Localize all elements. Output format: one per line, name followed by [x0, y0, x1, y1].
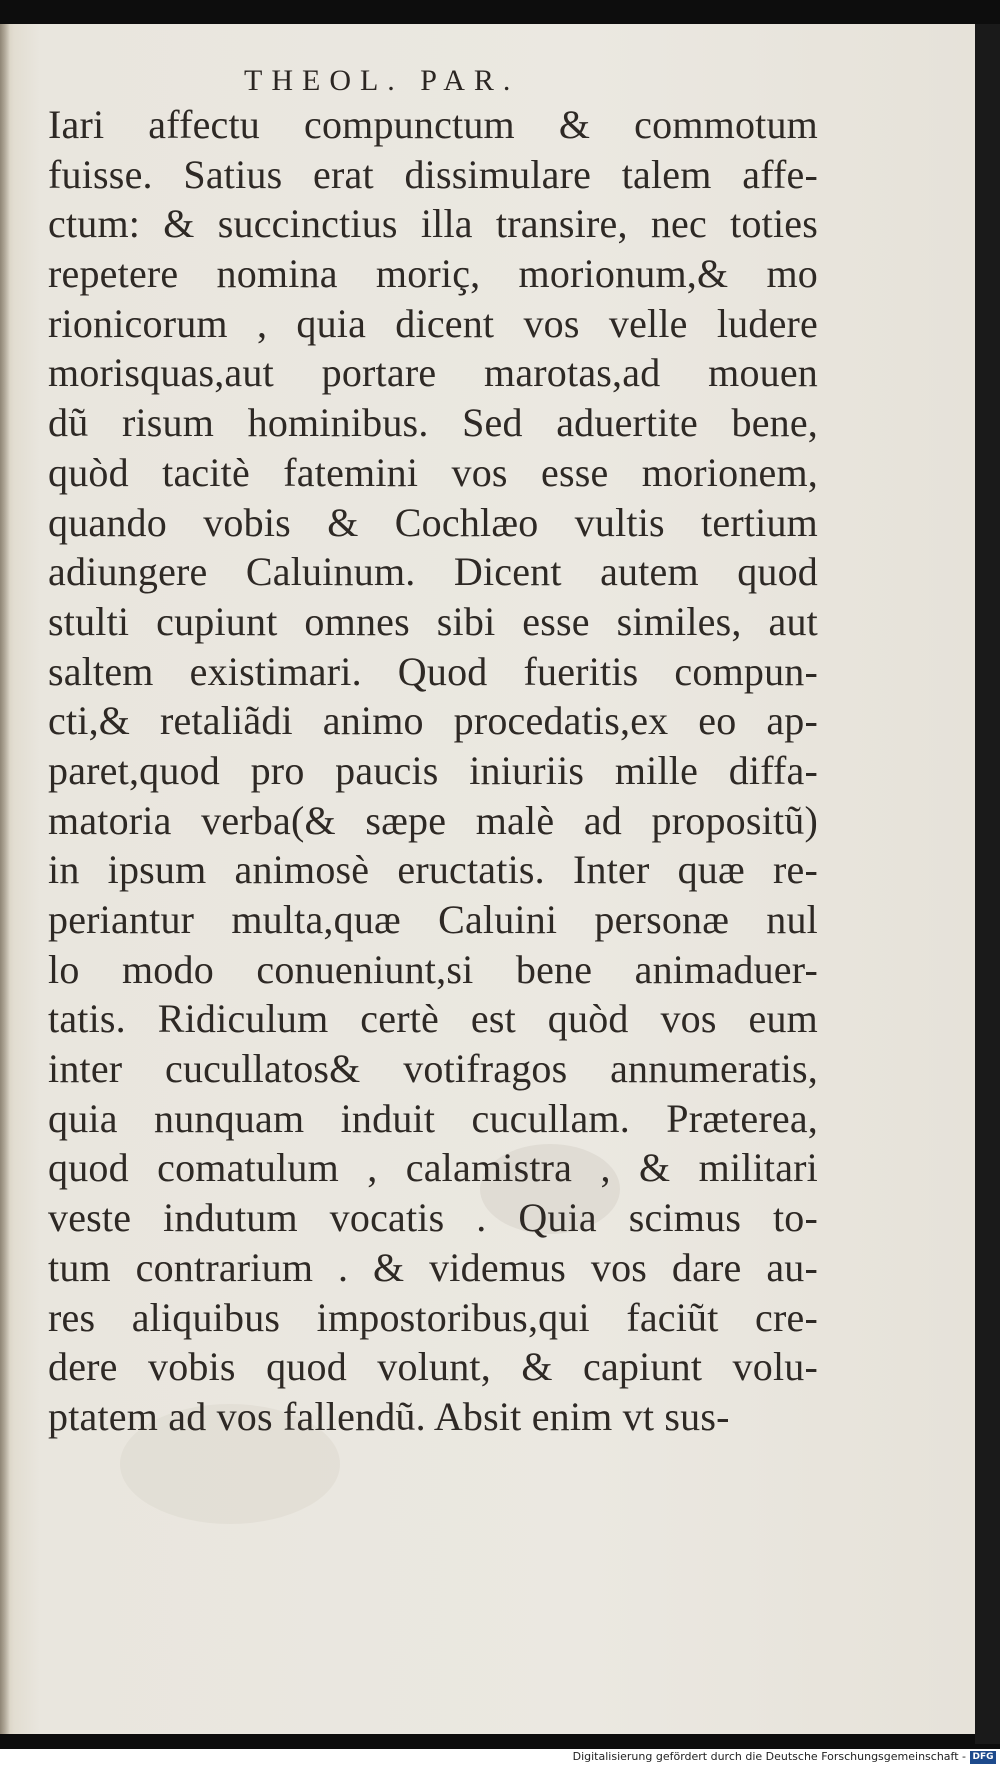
text-line: quòd tacitè fatemini vos esse morionem,	[48, 449, 818, 495]
digitization-footer	[0, 1749, 1000, 1767]
text-line: cti,& retaliãdi animo procedatis,ex eo ap-	[48, 698, 818, 744]
text-line: fuisse. Satius erat dissimulare talem affe-	[48, 151, 818, 197]
text-line: inter cucullatos& votifragos annumeratis,	[48, 1046, 818, 1092]
text-line: dere vobis quod volunt, & capiunt volu-	[48, 1344, 818, 1390]
text-line: periantur multa,quæ Caluini personæ nul	[48, 897, 818, 942]
text-line: morisquas,aut portare marotas,ad mouen	[48, 350, 818, 396]
text-line: quia nunquam induit cucullam. Præterea,	[48, 1095, 818, 1141]
text-line: saltem existimari. Quod fueritis compun-	[48, 648, 818, 694]
text-line: paret,quod pro paucis iniuriis mille diffa-	[48, 747, 818, 793]
text-line: quando vobis & Cochlæo vultis tertium	[48, 499, 818, 545]
text-line: matoria verba(& sæpe malè ad propositũ)	[48, 797, 818, 843]
dfg-logo: DFG	[970, 1751, 996, 1764]
text-line: Iari affectu compunctum & commotum	[48, 102, 818, 147]
text-line: lo modo conueniunt,si bene animaduer-	[48, 946, 818, 992]
text-line: ptatem ad vos fallendũ. Absit enim vt sus-	[48, 1393, 730, 1439]
text-line: res aliquibus impostoribus,qui faciũt cre-	[48, 1294, 818, 1340]
text-line: repetere nomina moriç, morionum,& mo	[48, 251, 818, 297]
text-line: veste indutum vocatis . Quia scimus to-	[48, 1195, 818, 1241]
text-line: stulti cupiunt omnes sibi esse similes, aut	[48, 598, 818, 644]
page-edge-shadow	[975, 24, 1000, 1744]
text-line: rionicorum , quia dicent vos velle ludere	[48, 300, 818, 346]
text-line: in ipsum animosè eructatis. Inter quæ re-	[48, 847, 818, 893]
text-line: dũ risum hominibus. Sed aduertite bene,	[48, 400, 818, 446]
text-line: ctum: & succinctius illa transire, nec toties	[48, 201, 818, 247]
text-line: tum contrarium . & videmus vos dare au-	[48, 1244, 818, 1290]
funding-credit: Digitalisierung gefördert durch die Deutsche Forschungsgemeinschaft -	[572, 1750, 966, 1763]
page-body-text	[48, 100, 818, 1442]
text-line: tatis. Ridiculum certè est quòd vos eum	[48, 996, 818, 1042]
text-line: adiungere Caluinum. Dicent autem quod	[48, 549, 818, 595]
running-head: THEOL. PAR.	[244, 64, 520, 97]
text-line: quod comatulum , calamistra , & militari	[48, 1145, 818, 1191]
